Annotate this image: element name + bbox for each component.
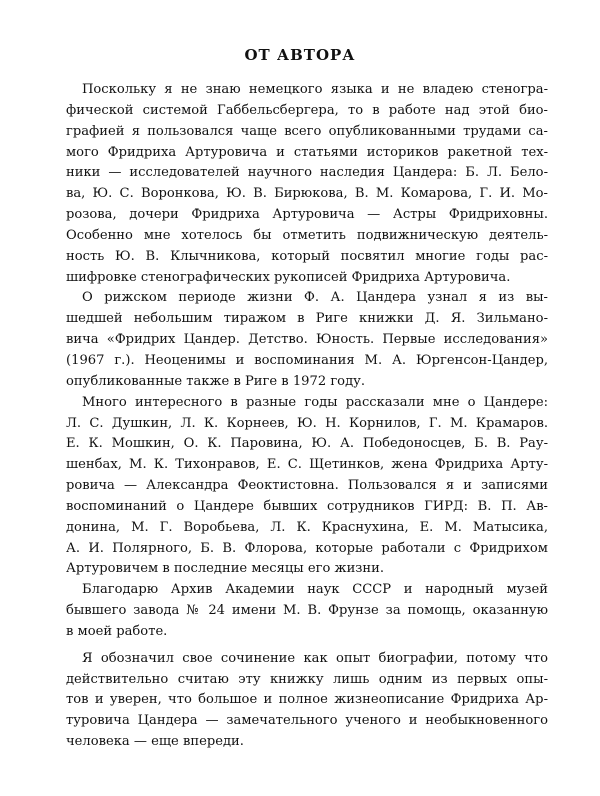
text-line: действительно считаю эту книжку лишь одним из первых опы- bbox=[66, 671, 548, 687]
text-body bbox=[66, 80, 548, 753]
text-line: розова, дочери Фридриха Артуровича — Астры Фридриховны. bbox=[66, 207, 548, 223]
paragraph bbox=[66, 393, 548, 581]
text-line: Артуровичем в последние месяцы его жизни. bbox=[66, 561, 385, 577]
page-title: ОТ АВТОРА bbox=[244, 46, 356, 64]
text-line: Особенно мне хотелось бы отметить подвижническую деятель- bbox=[66, 227, 548, 243]
text-line: фической системой Габбельсбергера, то в работе над этой био- bbox=[66, 102, 548, 118]
text-line: Много интересного в разные годы рассказали мне о Цандере: bbox=[82, 394, 548, 410]
text-line: (1967 г.). Неоценимы и воспоминания М. А. Юргенсон-Цандер, bbox=[66, 352, 548, 368]
paragraph bbox=[66, 649, 548, 753]
text-line: Поскольку я не знаю немецкого языка и не владею стеногра- bbox=[82, 82, 548, 97]
text-line: мого Фридриха Артуровича и статьями историков ракетной тех- bbox=[66, 144, 548, 160]
text-line: опубликованные также в Риге в 1972 году. bbox=[66, 373, 365, 389]
text-line: Л. С. Душкин, Л. К. Корнеев, Ю. Н. Корнилов, Г. М. Крамаров. bbox=[66, 415, 548, 431]
text-line: шедшей небольшим тиражом в Риге книжки Д. Я. Зильмано- bbox=[66, 311, 548, 327]
text-line: Я обозначил свое сочинение как опыт биографии, потому что bbox=[82, 650, 548, 666]
text-line: ники — исследователей научного наследия Цандера: Б. Л. Бело- bbox=[66, 165, 548, 181]
text-line: графией я пользовался чаще всего опубликованными трудами са- bbox=[66, 123, 548, 139]
text-line: ность Ю. В. Клычникова, который посвятил многие годы рас- bbox=[66, 248, 548, 264]
text-line: тов и уверен, что большое и полное жизнеописание Фридриха Ар- bbox=[66, 692, 548, 708]
text-line: ва, Ю. С. Воронкова, Ю. В. Бирюкова, В. М. Комарова, Г. И. Мо- bbox=[66, 186, 548, 202]
text-line: бывшего завода № 24 имени М. В. Фрунзе за помощь, оказанную bbox=[66, 603, 548, 619]
text-line: ровича — Александра Феоктистовна. Пользовался я и записями bbox=[66, 478, 548, 494]
paragraph bbox=[66, 80, 548, 288]
text-line: шифровке стенографических рукописей Фридриха Артуровича. bbox=[66, 269, 511, 285]
text-line: Е. К. Мошкин, О. К. Паровина, Ю. А. Победоносцев, Б. В. Рау- bbox=[66, 436, 548, 452]
text-line: туровича Цандера — замечательного ученого и необыкновенного bbox=[66, 713, 548, 729]
paragraph bbox=[66, 580, 548, 643]
text-line: воспоминаний о Цандере бывших сотрудников ГИРД: В. П. Ав- bbox=[66, 498, 548, 514]
text-line: донина, М. Г. Воробьева, Л. К. Краснухина, Е. М. Матысика, bbox=[66, 519, 548, 535]
text-line: в моей работе. bbox=[66, 623, 168, 639]
text-line: А. И. Полярного, Б. В. Флорова, которые работали с Фридрихом bbox=[66, 540, 548, 556]
text-line: шенбах, М. К. Тихонравов, Е. С. Щетинков, жена Фридриха Арту- bbox=[66, 457, 548, 473]
text-line: Благодарю Архив Академии наук СССР и народный музей bbox=[82, 582, 548, 598]
paragraph bbox=[66, 288, 548, 392]
text-line: О рижском периоде жизни Ф. А. Цандера узнал я из вы- bbox=[82, 290, 548, 306]
text-line: вича «Фридрих Цандер. Детство. Юность. Первые исследования» bbox=[66, 332, 548, 348]
text-line: человека — еще впереди. bbox=[66, 734, 244, 750]
